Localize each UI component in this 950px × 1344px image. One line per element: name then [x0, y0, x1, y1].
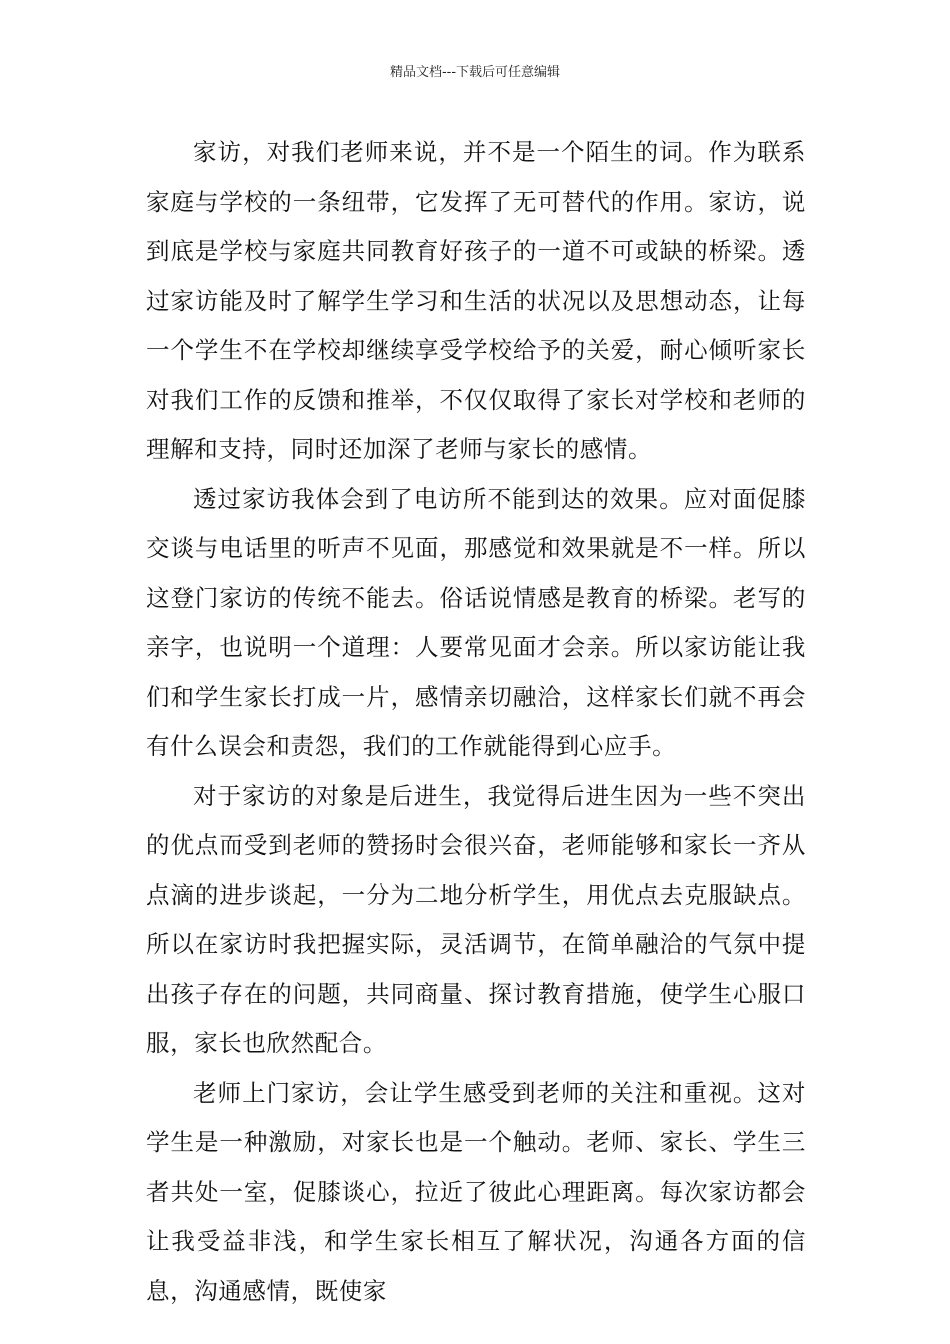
paragraph-1: 家访，对我们老师来说，并不是一个陌生的词。作为联系家庭与学校的一条纽带，它发挥了无可替代的作用。家访，说到底是学校与家庭共同教育好孩子的一道不可或缺的桥梁。透过家访能及时了解学生学习和生活的状况以及思想动态，让每一个学生不在学校却继续享受学校给予的关爱，耐心倾听家长对我们工作的反馈和推举，不仅仅取得了家长对学校和老师的理解和支持，同时还加深了老师与家长的感情。: [146, 138, 806, 463]
paragraph-3: 对于家访的对象是后进生，我觉得后进生因为一些不突出的优点而受到老师的赞扬时会很兴奋，老师能够和家长一齐从点滴的进步谈起，一分为二地分析学生，用优点去克服缺点。所以在家访时我把握实际，灵活调节，在简单融洽的气氛中提出孩子存在的问题，共同商量、探讨教育措施，使学生心服口服，家长也欣然配合。: [146, 781, 806, 1057]
document-body: [146, 128, 806, 1316]
page-header: 精品文档---下载后可任意编辑: [389, 65, 561, 80]
paragraph-2: 透过家访我体会到了电访所不能到达的效果。应对面促膝交谈与电话里的听声不见面，那感觉和效果就是不一样。所以这登门家访的传统不能去。俗话说情感是教育的桥梁。老写的亲字，也说明一个道理：人要常见面才会亲。所以家访能让我们和学生家长打成一片，感情亲切融洽，这样家长们就不再会有什么误会和责怨，我们的工作就能得到心应手。: [146, 484, 806, 760]
paragraph-4: 老师上门家访，会让学生感受到老师的关注和重视。这对学生是一种激励，对家长也是一个触动。老师、家长、学生三者共处一室，促膝谈心，拉近了彼此心理距离。每次家访都会让我受益非浅，和学生家长相互了解状况，沟通各方面的信息，沟通感情，既使家: [146, 1078, 806, 1305]
